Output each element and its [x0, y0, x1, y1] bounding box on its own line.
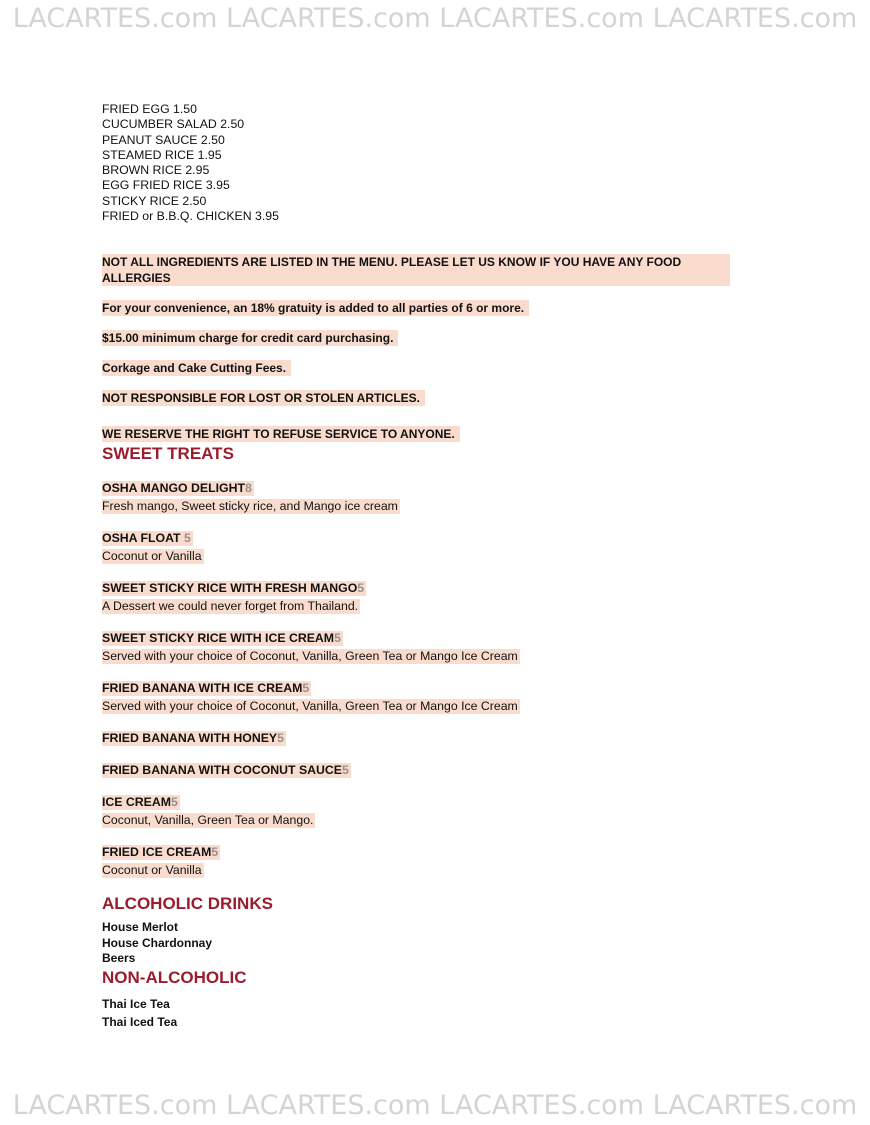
list-item: PEANUT SAUCE 2.50	[102, 132, 225, 147]
list-item: FRIED or B.B.Q. CHICKEN 3.95	[102, 209, 279, 224]
list-item	[102, 793, 782, 829]
treat-name: OSHA FLOAT 5	[102, 531, 191, 546]
list-item: CUCUMBER SALAD 2.50	[102, 117, 245, 132]
treat-price: 8	[245, 481, 252, 496]
notice-corkage-wrap	[102, 359, 782, 377]
list-item	[102, 729, 782, 747]
list-item: Beers	[102, 951, 136, 966]
notice-allergies: NOT ALL INGREDIENTS ARE LISTED IN THE MENU. PLEASE LET US KNOW IF YOU HAVE ANY FOOD ALLERGIES	[102, 254, 730, 286]
notice-reserve-wrap	[102, 425, 782, 443]
notice-minimum-wrap	[102, 329, 782, 347]
treat-price: 5	[211, 845, 219, 860]
notice-responsible-wrap	[102, 389, 782, 407]
list-item: House Chardonnay	[102, 935, 213, 950]
list-item: STEAMED RICE 1.95	[102, 147, 222, 162]
list-item: STICKY RICE 2.50	[102, 193, 207, 208]
notice-not-responsible: NOT RESPONSIBLE FOR LOST OR STOLEN ARTICLES.	[102, 390, 425, 406]
treat-description: Coconut, Vanilla, Green Tea or Mango.	[102, 813, 314, 828]
list-item	[102, 529, 782, 565]
treat-name: FRIED ICE CREAM5	[102, 845, 219, 860]
list-item	[102, 843, 782, 879]
treat-price: 5	[277, 731, 284, 746]
non-alcoholic-drinks-list	[102, 995, 782, 1031]
treat-price: 5	[183, 531, 191, 546]
list-item: FRIED EGG 1.50	[102, 102, 197, 116]
treat-description: Served with your choice of Coconut, Vanilla, Green Tea or Mango Ice Cream	[102, 649, 518, 664]
list-item	[102, 679, 782, 715]
watermark-top: LACARTES.com LACARTES.com LACARTES.com LACARTES.com	[12, 3, 858, 34]
treat-price: 5	[302, 681, 310, 696]
section-title-sweet-treats: SWEET TREATS	[102, 444, 234, 464]
treat-price: 5	[357, 581, 365, 596]
section-title-non-alcoholic: NON-ALCOHOLIC	[102, 967, 247, 987]
treat-description: Coconut or Vanilla	[102, 549, 202, 564]
list-item	[102, 579, 782, 615]
section-title-alcoholic-drinks: ALCOHOLIC DRINKS	[102, 894, 273, 914]
treat-description: A Dessert we could never forget from Thailand.	[102, 599, 359, 614]
notice-reserve-right: WE RESERVE THE RIGHT TO REFUSE SERVICE TO ANYONE.	[102, 426, 460, 442]
treat-price: 5	[171, 795, 178, 810]
watermark-bottom: LACARTES.com LACARTES.com LACARTES.com LACARTES.com	[12, 1090, 858, 1121]
treat-name: FRIED BANANA WITH ICE CREAM5	[102, 681, 310, 696]
list-item: EGG FRIED RICE 3.95	[102, 178, 230, 193]
list-item: Thai Iced Tea	[102, 1014, 178, 1029]
menu-page	[102, 102, 782, 1031]
list-item: BROWN RICE 2.95	[102, 163, 210, 178]
treat-name: SWEET STICKY RICE WITH FRESH MANGO5	[102, 581, 365, 596]
treat-name: FRIED BANANA WITH COCONUT SAUCE5	[102, 763, 349, 778]
list-item: House Merlot	[102, 920, 179, 935]
sweet-treats-list	[102, 479, 782, 879]
treat-description: Fresh mango, Sweet sticky rice, and Mango ice cream	[102, 499, 398, 514]
treat-price: 5	[334, 631, 341, 646]
list-item	[102, 479, 782, 515]
treat-name: FRIED BANANA WITH HONEY5	[102, 731, 284, 746]
treat-price: 5	[342, 763, 349, 778]
list-item	[102, 629, 782, 665]
treat-description: Coconut or Vanilla	[102, 863, 202, 878]
treat-name: OSHA MANGO DELIGHT8	[102, 481, 252, 496]
list-item: Thai Ice Tea	[102, 996, 170, 1011]
notice-gratuity-wrap	[102, 299, 782, 317]
list-item	[102, 761, 782, 779]
notice-gratuity: For your convenience, an 18% gratuity is added to all parties of 6 or more.	[102, 300, 529, 316]
notice-corkage: Corkage and Cake Cutting Fees.	[102, 360, 291, 376]
treat-name: SWEET STICKY RICE WITH ICE CREAM5	[102, 631, 341, 646]
treat-description: Served with your choice of Coconut, Vanilla, Green Tea or Mango Ice Cream	[102, 699, 518, 714]
notice-allergies-wrap	[102, 254, 730, 287]
notice-minimum-charge: $15.00 minimum charge for credit card purchasing.	[102, 330, 398, 346]
alcoholic-drinks-list	[102, 920, 782, 967]
treat-name: ICE CREAM5	[102, 795, 178, 810]
sides-list	[102, 102, 782, 224]
